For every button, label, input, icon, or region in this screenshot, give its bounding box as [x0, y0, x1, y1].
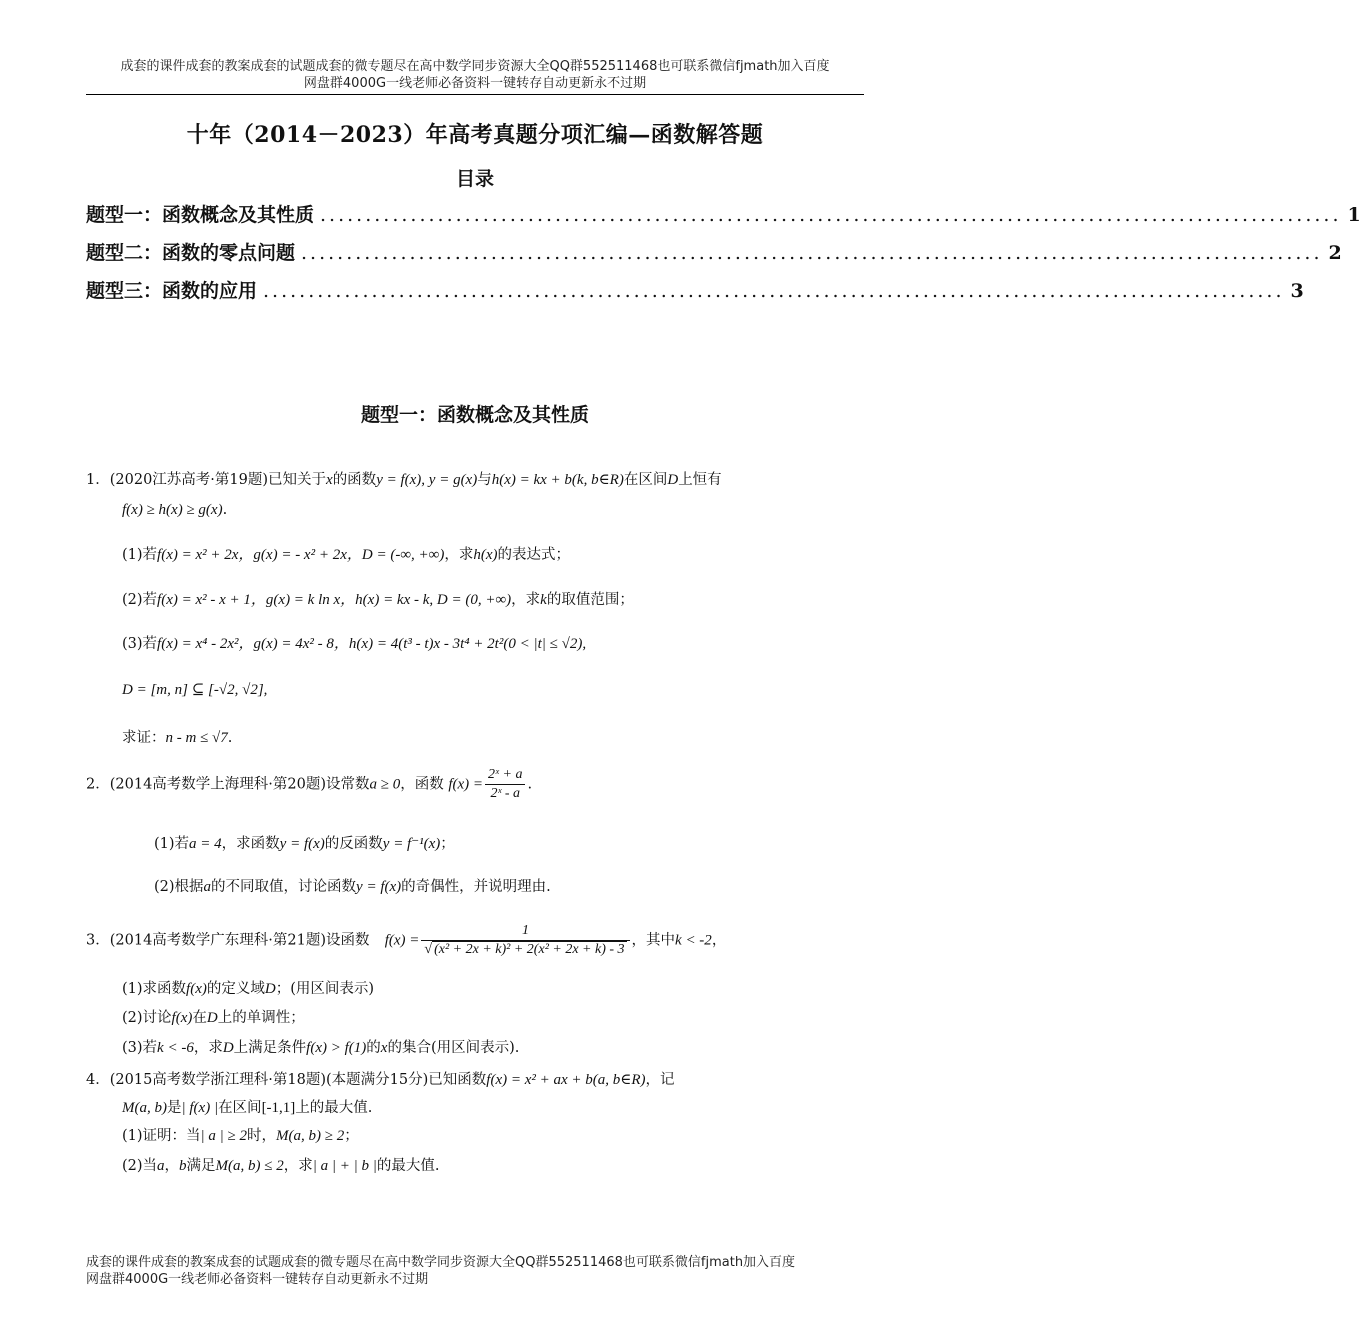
math: | a | + | b |	[312, 1158, 377, 1174]
math: k < -6	[157, 1040, 194, 1056]
text: 的定义域	[206, 981, 265, 997]
toc-item-page: 2	[1328, 242, 1342, 264]
problem-3-part-2	[122, 1006, 305, 1027]
problem-1-part-1	[122, 543, 570, 564]
text: 的不同取值，讨论函数	[211, 879, 357, 895]
page-header	[86, 58, 864, 92]
text: (3)若	[122, 636, 158, 652]
problem-number: 2．	[86, 776, 110, 793]
math: f(x) > f(1)	[306, 1040, 367, 1056]
math: M(a, b)	[122, 1100, 167, 1116]
text: 上的单调性；	[217, 1010, 305, 1026]
header-divider	[86, 94, 864, 95]
header-line-2: 网盘群4000G一线老师必备资料一键转存自动更新永不过期	[303, 76, 647, 91]
math: | a | ≥ 2	[200, 1128, 248, 1144]
problem-2-part-2	[154, 875, 551, 896]
text: .	[227, 730, 233, 746]
text: 上满足条件	[233, 1040, 307, 1056]
text: ，函数	[400, 776, 444, 793]
text: (2)根据	[154, 879, 204, 895]
problem-4-stem-cont	[122, 1096, 372, 1117]
text: (3)若	[122, 1040, 158, 1056]
toc-item-1[interactable]	[86, 200, 1361, 238]
problem-3-stem	[86, 922, 726, 959]
math: D = [m, n] ⊆ [-√2, √2],	[122, 682, 268, 698]
problem-3-part-1	[122, 977, 374, 998]
toc-leader-dots: .................................................................................................................	[263, 280, 1285, 302]
problem-2-part-1	[154, 832, 455, 853]
problem-number: 3．	[86, 932, 110, 949]
text: (2)讨论	[122, 1010, 172, 1026]
toc-item-page: 3	[1290, 280, 1304, 302]
text: 设常数	[326, 776, 370, 793]
math: D	[667, 472, 679, 488]
problem-3-part-3	[122, 1036, 519, 1057]
math: a	[157, 1158, 165, 1174]
math: D	[222, 1040, 234, 1056]
toc-item-page: 1	[1347, 204, 1361, 226]
text: ，	[711, 932, 727, 949]
math: h(x) = kx + b(k, b∈R)	[491, 472, 624, 488]
text: 的函数	[332, 472, 377, 488]
problem-1-part-3-prove	[122, 726, 232, 747]
text: 满足	[186, 1158, 216, 1174]
problem-4-part-1	[122, 1124, 359, 1145]
math: a = 4	[189, 836, 222, 852]
fraction	[485, 766, 525, 803]
toc-leader-dots: .................................................................................................................	[301, 242, 1323, 264]
text: ，求	[193, 1040, 223, 1056]
text: 在	[192, 1010, 207, 1026]
math: [-1,1]	[261, 1100, 296, 1116]
text: ，求函数	[221, 836, 280, 852]
toc-item-label: 题型二：函数的零点问题	[86, 242, 296, 264]
math: f(x) =	[384, 932, 420, 949]
math: M(a, b) ≤ 2	[215, 1158, 284, 1174]
text: ，其中	[631, 932, 676, 949]
text: (1)证明：当	[122, 1128, 201, 1144]
math: M(a, b) ≥ 2	[276, 1128, 345, 1144]
text: ，求	[283, 1158, 313, 1174]
section-heading: 题型一：函数概念及其性质	[360, 404, 589, 426]
table-of-contents	[86, 200, 1361, 314]
problem-2-stem	[86, 766, 532, 803]
math: f(x) = x⁴ - 2x²，g(x) = 4x² - 8，h(x) = 4(t³ - t)x - 3t⁴ + 2t²(0 < |t| ≤ √2),	[157, 636, 587, 652]
math: f(x)	[186, 981, 207, 997]
text: 的反函数	[324, 836, 383, 852]
text: (1)若	[122, 547, 158, 563]
math: y = f(x), y = g(x)	[376, 472, 478, 488]
fraction-denominator: √ (x² + 2x + k)² + 2(x² + 2x + k) - 3	[424, 942, 625, 957]
math: y = f⁻¹(x)	[382, 836, 441, 852]
text: 的取值范围；	[546, 592, 634, 608]
text: ，求	[511, 592, 541, 608]
math: b	[179, 1158, 187, 1174]
text: (2)当	[122, 1158, 158, 1174]
text: 的表达式；	[497, 547, 570, 563]
text: 与	[477, 472, 492, 488]
text: 已知关于	[268, 472, 327, 488]
toc-leader-dots: .................................................................................................................	[320, 204, 1342, 226]
toc-item-label: 题型三：函数的应用	[86, 280, 258, 302]
toc-item-3[interactable]	[86, 276, 1304, 314]
text: 是	[167, 1100, 182, 1116]
text: (2)若	[122, 592, 158, 608]
math: D	[264, 981, 276, 997]
math: a ≥ 0	[369, 776, 401, 793]
math: k < -2	[675, 932, 712, 949]
text: ，	[164, 1158, 180, 1174]
math: | f(x) |	[181, 1100, 219, 1116]
math: f(x) = x² - x + 1，g(x) = k ln x，h(x) = kx - k, D = (0, +∞)	[157, 592, 512, 608]
problem-1-part-2	[122, 588, 634, 609]
math: y = f(x)	[279, 836, 325, 852]
problem-source: (2015高考数学浙江理科·第18题)(本题满分15分)	[109, 1072, 429, 1088]
math: f(x) =	[448, 776, 484, 793]
fraction	[421, 922, 629, 959]
text: ，求	[444, 547, 474, 563]
problem-source: (2014高考数学上海理科·第20题)	[109, 776, 327, 793]
math: h(x)	[473, 547, 498, 563]
math: n - m ≤ √7	[165, 730, 228, 746]
sqrt-radicand: (x² + 2x + k)² + 2(x² + 2x + k) - 3	[434, 942, 625, 957]
math: x	[380, 1040, 388, 1056]
problem-4-stem	[86, 1068, 675, 1089]
text: .	[527, 776, 533, 793]
problem-4-part-2	[122, 1154, 440, 1175]
text: ；	[440, 836, 455, 852]
text: 设函数	[326, 932, 370, 949]
math: f(x) = x² + 2x，g(x) = - x² + 2x，D = (-∞, +∞)	[157, 547, 445, 563]
math: f(x)	[171, 1010, 193, 1026]
problem-source: (2014高考数学广东理科·第21题)	[109, 932, 327, 949]
text: .	[222, 502, 228, 518]
text: (1)若	[154, 836, 190, 852]
page-footer	[86, 1254, 864, 1288]
problem-1-stem	[86, 468, 722, 489]
math: y = f(x)	[356, 879, 402, 895]
text: 上恒有	[678, 472, 722, 488]
math: f(x) = x² + ax + b(a, b∈R)	[486, 1072, 646, 1088]
toc-item-label: 题型一：函数概念及其性质	[86, 204, 315, 226]
fraction-numerator: 2ˣ + a	[485, 766, 525, 785]
text: ，记	[645, 1072, 675, 1088]
math: k	[540, 592, 547, 608]
math: f(x) ≥ h(x) ≥ g(x)	[122, 502, 223, 518]
text: 在区间	[623, 472, 668, 488]
text: 的	[366, 1040, 381, 1056]
text: ；	[344, 1128, 359, 1144]
text: 上的最大值.	[295, 1100, 373, 1116]
text: (1)求函数	[122, 981, 187, 997]
problem-1-part-3-domain	[122, 680, 267, 699]
header-line-1: 成套的课件成套的教案成套的试题成套的微专题尽在高中数学同步资源大全QQ群552511468也可联系微信fjmath加入百度	[120, 59, 830, 74]
fraction-denominator: 2ˣ - a	[490, 786, 521, 801]
problem-1-part-3	[122, 632, 586, 653]
text: 已知函数	[428, 1072, 487, 1088]
footer-line-1: 成套的课件成套的教案成套的试题成套的微专题尽在高中数学同步资源大全QQ群552511468也可联系微信fjmath加入百度	[86, 1255, 796, 1270]
text: 求证：	[122, 730, 166, 746]
text: 的奇偶性，并说明理由.	[401, 879, 551, 895]
math: x	[326, 472, 333, 488]
text: 时，	[247, 1128, 277, 1144]
text: ；(用区间表示)	[275, 981, 375, 997]
text: 在区间	[218, 1100, 262, 1116]
problem-1-condition	[122, 502, 227, 519]
text: 的集合(用区间表示).	[387, 1040, 520, 1056]
toc-item-2[interactable]	[86, 238, 1342, 276]
problem-number: 1．	[86, 472, 110, 488]
math: D	[206, 1010, 218, 1026]
document-title: 十年（2014－2023）年高考真题分项汇编—函数解答题	[186, 122, 764, 148]
toc-heading: 目录	[455, 168, 494, 190]
problem-source: (2020江苏高考·第19题)	[109, 472, 269, 488]
math: a	[203, 879, 212, 895]
fraction-numerator: 1	[421, 922, 629, 941]
footer-line-2: 网盘群4000G一线老师必备资料一键转存自动更新永不过期	[86, 1272, 429, 1287]
problem-number: 4．	[86, 1072, 110, 1088]
text: 的最大值.	[376, 1158, 440, 1174]
